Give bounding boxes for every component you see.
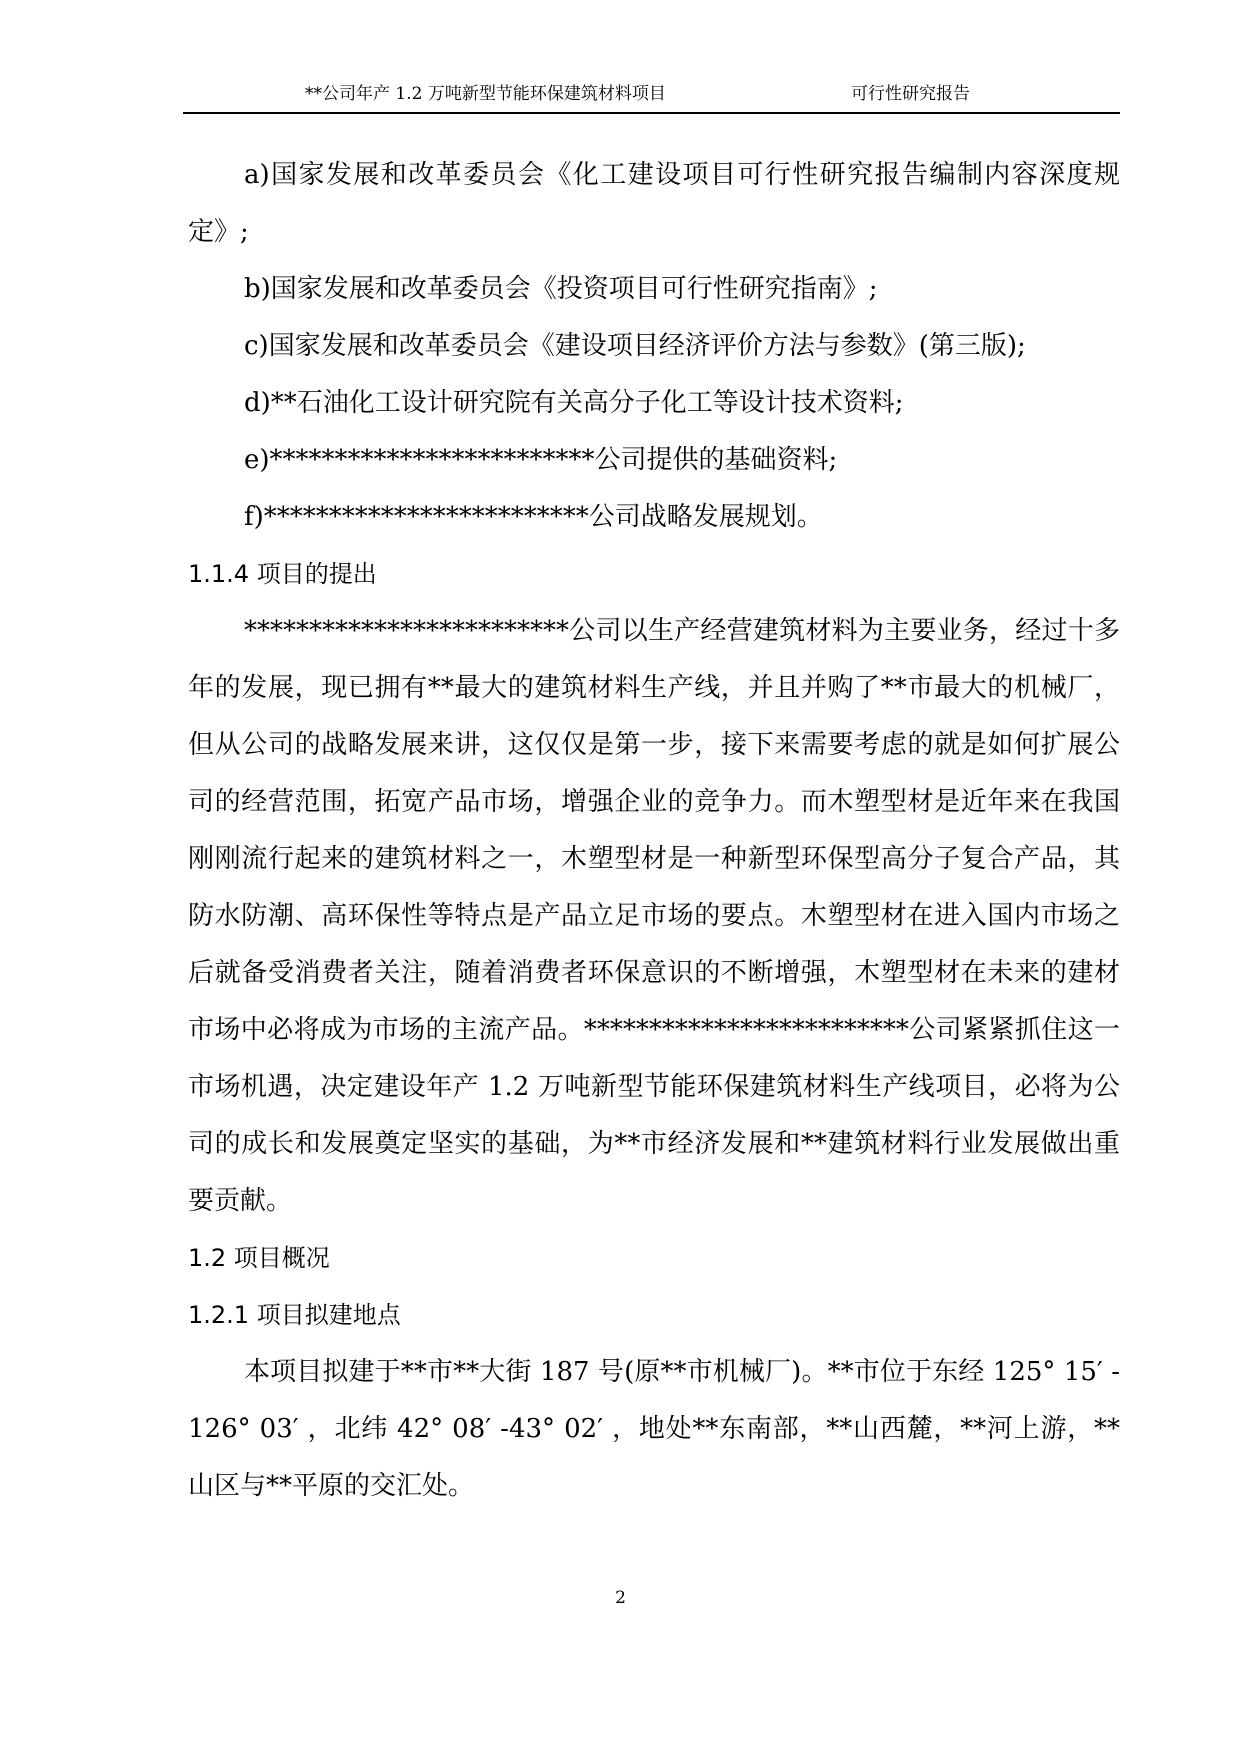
- page-header: [183, 80, 1120, 114]
- section-paragraph-project-proposal: *************************公司以生产经营建筑材料为主要业务，经过十多年的发展，现已拥有**最大的建筑材料生产线，并且并购了**市最大的机械厂，但从公司的战略发展来讲，这仅仅是第一步，接下来需要考虑的就是如何扩展公司的经营范围，拓宽产品市场，增强企业的竞争力。而木塑型材是近年来在我国刚刚流行起来的建筑材料之一，木塑型材是一种新型环保型高分子复合产品，其防水防潮、高环保性等特点是产品立足市场的要点。木塑型材在进入国内市场之后就备受消费者关注，随着消费者环保意识的不断增强，木塑型材在未来的建材市场中必将成为市场的主流产品。*************************公司紧紧抓住这一市场机遇，决定建设年产 1.2 万吨新型节能环保建筑材料生产线项目，必将为公司的成长和发展奠定坚实的基础，为**市经济发展和**建筑材料行业发展做出重要贡献。: [188, 616, 1120, 1216]
- reference-item-a: a)国家发展和改革委员会《化工建设项目可行性研究报告编制内容深度规定》;: [188, 160, 1120, 247]
- section-heading-1-1-4: 1.1.4 项目的提出: [188, 560, 377, 588]
- reference-item-f: f)*************************公司战略发展规划。: [244, 502, 823, 532]
- header-report-type: 可行性研究报告: [851, 84, 970, 104]
- header-document-title: **公司年产 1.2 万吨新型节能环保建筑材料项目: [305, 84, 666, 104]
- page-body: [188, 147, 1120, 1515]
- section-heading-1-2-1: 1.2.1 项目拟建地点: [188, 1301, 401, 1329]
- reference-item-c: c)国家发展和改革委员会《建设项目经济评价方法与参数》(第三版);: [244, 331, 1026, 361]
- page-number: 2: [615, 1588, 626, 1608]
- reference-item-e: e)*************************公司提供的基础资料;: [244, 445, 838, 475]
- reference-item-d: d)**石油化工设计研究院有关高分子化工等设计技术资料;: [244, 388, 904, 418]
- section-paragraph-project-location: 本项目拟建于**市**大街 187 号(原**市机械厂)。**市位于东经 125° 15′ -126° 03′ ，北纬 42° 08′ -43° 02′ ，地处**东南部，**山西麓，**河上游，**山区与**平原的交汇处。: [188, 1357, 1120, 1501]
- reference-item-b: b)国家发展和改革委员会《投资项目可行性研究指南》;: [244, 274, 878, 304]
- section-heading-1-2: 1.2 项目概况: [188, 1244, 330, 1272]
